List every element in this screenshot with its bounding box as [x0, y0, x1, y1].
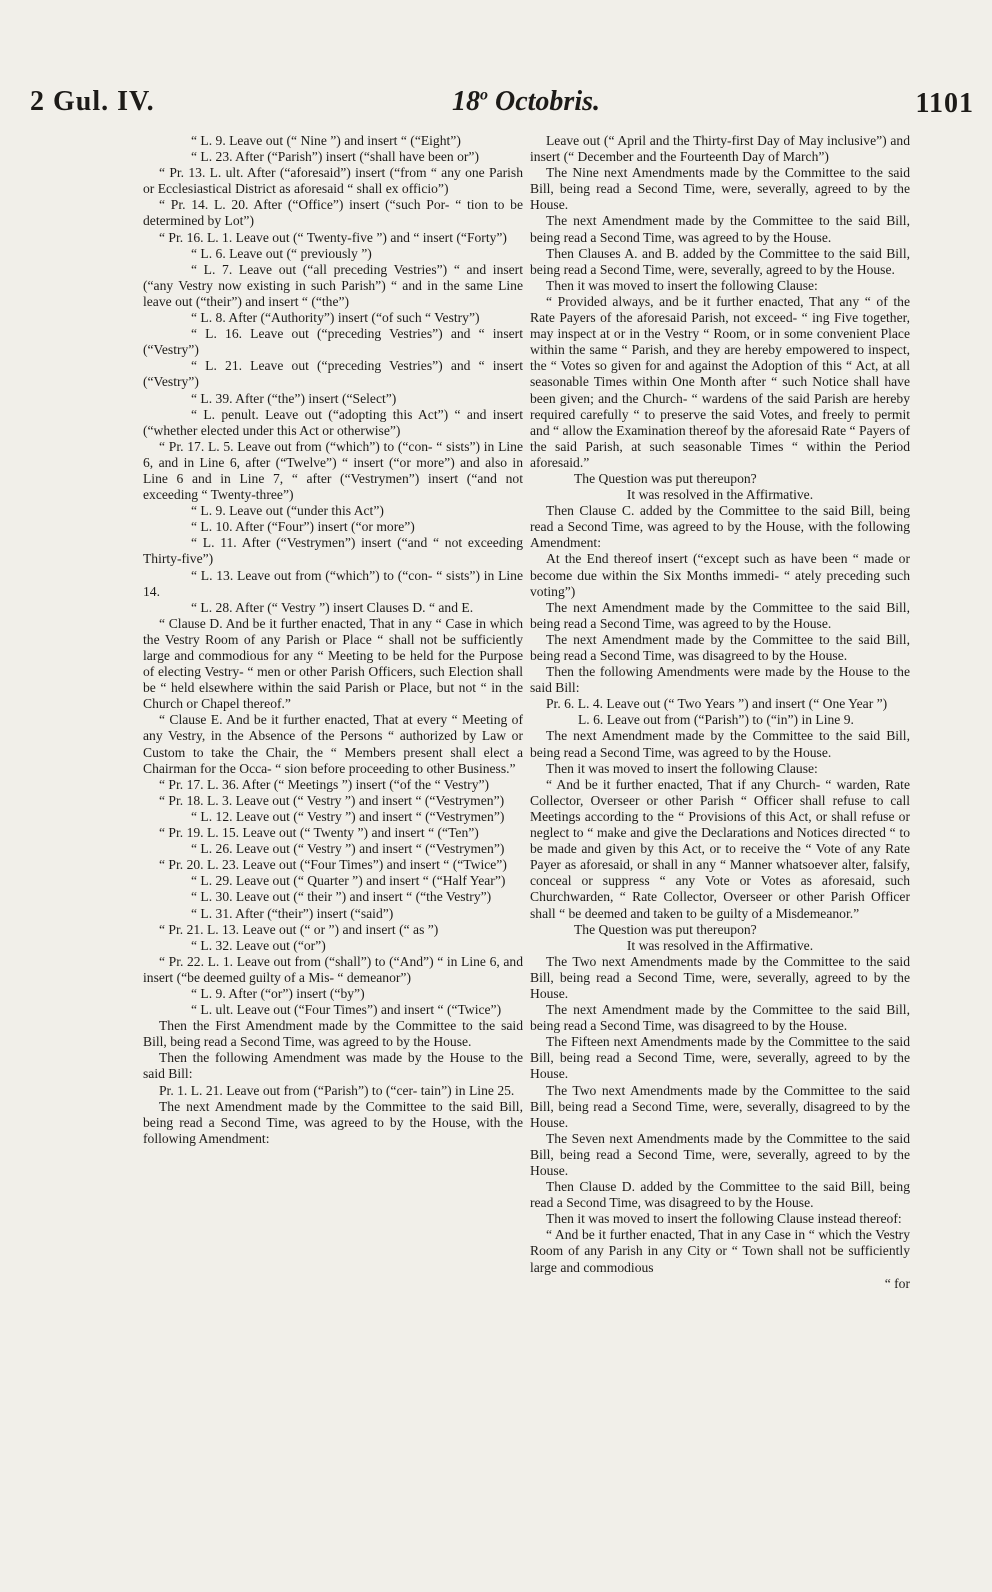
- paragraph: The next Amendment made by the Committee to the said Bill, being read a Second Time, was disagreed to by the House.: [530, 631, 910, 663]
- paragraph: The next Amendment made by the Committee to the said Bill, being read a Second Time, was agreed to by the House.: [530, 599, 910, 631]
- paragraph: “ Pr. 13. L. ult. After (“aforesaid”) insert (“from “ any one Parish or Ecclesiastical District as aforesaid “ shall ex officio”): [143, 165, 523, 197]
- paragraph: “ L. 8. After (“Authority”) insert (“of such “ Vestry”): [191, 310, 480, 326]
- paragraph: Leave out (“ April and the Thirty-first Day of May inclusive”) and insert (“ December and the Fourteenth Day of March”): [530, 133, 910, 165]
- paragraph: L. 6. Leave out from (“Parish”) to (“in”) in Line 9.: [578, 712, 854, 728]
- paragraph: “ L. 9. After (“or”) insert (“by”): [191, 985, 365, 1001]
- paragraph: “ L. 9. Leave out (“ Nine ”) and insert “ (“Eight”): [191, 133, 461, 148]
- paragraph: Then Clause C. added by the Committee to the said Bill, being read a Second Time, was agreed to by the House, with the following Amendment:: [530, 503, 910, 551]
- paragraph: “ for: [884, 1275, 910, 1291]
- paragraph: “ L. 7. Leave out (“all preceding Vestries”) “ and insert (“any Vestry now existing in such Parish”) “ and in the same Line leave out (“their”) and insert “ (“the”): [143, 261, 523, 309]
- paragraph: Then Clauses A. and B. added by the Committee to the said Bill, being read a Second Time, were, severally, agreed to by the House.: [530, 245, 910, 277]
- paragraph: The next Amendment made by the Committee to the said Bill, being read a Second Time, was agreed to by the House, with the following Amendment:: [143, 1098, 523, 1146]
- paragraph: Then the First Amendment made by the Committee to the said Bill, being read a Second Time, was agreed to by the House.: [143, 1018, 523, 1050]
- paragraph: “ Pr. 20. L. 23. Leave out (“Four Times”) and insert “ (“Twice”): [159, 857, 507, 873]
- paragraph: “ Pr. 21. L. 13. Leave out (“ or ”) and insert (“ as ”): [159, 921, 439, 937]
- paragraph: “ L. 31. After (“their”) insert (“said”): [191, 905, 394, 921]
- paragraph: The next Amendment made by the Committee to the said Bill, being read a Second Time, was agreed to by the House.: [530, 728, 910, 760]
- paragraph: Then the following Amendment was made by the House to the said Bill:: [143, 1050, 523, 1082]
- paragraph: “ Clause D. And be it further enacted, That in any “ Case in which the Vestry Room of any Parish or Place “ shall not be sufficiently large and commodious for any “ Meeting to be held for the Purpose of electing Vestry- “ men or other Parish Officers, such Election shall be “ held elsewhere within the said Parish or Place, but not “ in the Church or Chapel thereof.”: [143, 615, 523, 712]
- paragraph: “ Pr. 22. L. 1. Leave out from (“shall”) to (“And”) “ in Line 6, and insert (“be deemed guilty of a Mis- “ demeanor”): [143, 953, 523, 985]
- paragraph: “ L. 26. Leave out (“ Vestry ”) and insert “ (“Vestrymen”): [191, 841, 505, 857]
- right-text-column: [530, 133, 910, 1292]
- page-header: [0, 86, 992, 126]
- paragraph: “ Pr. 17. L. 5. Leave out from (“which”) to (“con- “ sists”) in Line 6, and in Line 6, after (“Twelve”) “ insert (“or more”) and also in Line 6 and in Line 7, “ after (“Vestrymen”) insert (“and not exceeding “ Twenty-three”): [143, 438, 523, 503]
- paragraph: “ L. 32. Leave out (“or”): [191, 937, 326, 953]
- paragraph: The Question was put thereupon?: [574, 921, 757, 937]
- paragraph: Pr. 1. L. 21. Leave out from (“Parish”) to (“cer- tain”) in Line 25.: [159, 1082, 515, 1098]
- paragraph: “ L. 16. Leave out (“preceding Vestries”) and “ insert (“Vestry”): [143, 326, 523, 358]
- paragraph: The Two next Amendments made by the Committee to the said Bill, being read a Second Time, were, severally, agreed to by the House.: [530, 953, 910, 1001]
- paragraph: “ Pr. 14. L. 20. After (“Office”) insert (“such Por- “ tion to be determined by Lot”): [143, 197, 523, 229]
- running-head-regnal-year: 2 Gul. IV.: [30, 86, 155, 117]
- paragraph: “ L. 9. Leave out (“under this Act”): [191, 503, 384, 519]
- paragraph: “ L. 12. Leave out (“ Vestry ”) and insert “ (“Vestrymen”): [191, 808, 505, 824]
- paragraph: “ L. 28. After (“ Vestry ”) insert Clauses D. “ and E.: [191, 599, 474, 615]
- date-ordinal: o: [480, 86, 488, 104]
- date-month: Octobris.: [488, 86, 600, 117]
- paragraph: “ L. 39. After (“the”) insert (“Select”): [191, 390, 397, 406]
- paragraph: The Question was put thereupon?: [574, 470, 757, 486]
- running-head-date: [452, 86, 600, 118]
- paragraph: Then Clause D. added by the Committee to the said Bill, being read a Second Time, was disagreed to by the House.: [530, 1179, 910, 1211]
- paragraph: “ L. penult. Leave out (“adopting this Act”) “ and insert (“whether elected under this Act or otherwise”): [143, 406, 523, 438]
- paragraph: Then the following Amendments were made by the House to the said Bill:: [530, 664, 910, 696]
- paragraph: It was resolved in the Affirmative.: [626, 937, 814, 953]
- paragraph: The Fifteen next Amendments made by the Committee to the said Bill, being read a Second Time, were, severally, agreed to by the House.: [530, 1034, 910, 1082]
- paragraph: “ L. 6. Leave out (“ previously ”): [191, 245, 372, 261]
- paragraph: The next Amendment made by the Committee to the said Bill, being read a Second Time, was disagreed to by the House.: [530, 1002, 910, 1034]
- paragraph: Then it was moved to insert the following Clause:: [546, 277, 818, 293]
- paragraph: “ L. 21. Leave out (“preceding Vestries”) and “ insert (“Vestry”): [143, 358, 523, 390]
- paragraph: Then it was moved to insert the following Clause:: [546, 760, 818, 776]
- date-day: 18: [452, 86, 480, 117]
- paragraph: Then it was moved to insert the following Clause instead thereof:: [546, 1211, 902, 1227]
- paragraph: The next Amendment made by the Committee to the said Bill, being read a Second Time, was agreed to by the House.: [530, 213, 910, 245]
- paragraph: “ Pr. 18. L. 3. Leave out (“ Vestry ”) and insert “ (“Vestrymen”): [159, 792, 505, 808]
- paragraph: “ And be it further enacted, That in any Case in “ which the Vestry Room of any Parish in any City or “ Town shall not be sufficiently large and commodious: [530, 1227, 910, 1275]
- paragraph: “ Pr. 16. L. 1. Leave out (“ Twenty-five ”) and “ insert (“Forty”): [159, 229, 507, 245]
- paragraph: “ Clause E. And be it further enacted, That at every “ Meeting of any Vestry, in the Absence of the Persons “ authorized by Law or Custom to take the Chair, the “ Members present shall elect a Chairman for the Occa- “ sion before proceeding to other Business.”: [143, 712, 523, 776]
- paragraph: “ L. 13. Leave out from (“which”) to (“con- “ sists”) in Line 14.: [143, 567, 523, 599]
- paragraph: “ L. 29. Leave out (“ Quarter ”) and insert “ (“Half Year”): [191, 873, 506, 889]
- page-number: 1101: [915, 88, 974, 119]
- paragraph: “ L. 30. Leave out (“ their ”) and insert “ (“the Vestry”): [191, 889, 492, 905]
- paragraph: The Two next Amendments made by the Committee to the said Bill, being read a Second Time, were, severally, disagreed to by the House.: [530, 1082, 910, 1130]
- paragraph: It was resolved in the Affirmative.: [626, 487, 814, 503]
- paragraph: Pr. 6. L. 4. Leave out (“ Two Years ”) and insert (“ One Year ”): [546, 696, 888, 712]
- paragraph: “ L. 23. After (“Parish”) insert (“shall have been or”): [191, 149, 479, 165]
- paragraph: “ Pr. 17. L. 36. After (“ Meetings ”) insert (“of the “ Vestry”): [159, 776, 490, 792]
- paragraph: “ Pr. 19. L. 15. Leave out (“ Twenty ”) and insert “ (“Ten”): [159, 825, 479, 841]
- paragraph: At the End thereof insert (“except such as have been “ made or become due within the Six Months immedi- “ ately preceding such voting”): [530, 551, 910, 599]
- paragraph: “ Provided always, and be it further enacted, That any “ of the Rate Payers of the aforesaid Parish, not exceed- “ ing Five together, may inspect at or in the Vestry “ Room, or in some convenient Place within the same “ Parish, and they are hereby empowered to inspect, the “ Votes so given for and against the Adoption of this “ Act, at all seasonable Times within One Month after “ such Notice shall have been given; and the Church- “ wardens of the said Parish are hereby required carefully “ to preserve the said Votes, and freely to permit and “ allow the Examination thereof by the aforesaid Rate “ Payers of the said Parish, at such seasonable Times “ within the Period aforesaid.”: [530, 293, 910, 470]
- paragraph: “ L. 11. After (“Vestrymen”) insert (“and “ not exceeding Thirty-five”): [143, 535, 523, 567]
- paragraph: The Nine next Amendments made by the Committee to the said Bill, being read a Second Time, were, severally, agreed to by the House.: [530, 165, 910, 213]
- paragraph: “ L. ult. Leave out (“Four Times”) and insert “ (“Twice”): [191, 1002, 502, 1018]
- paragraph: “ And be it further enacted, That if any Church- “ warden, Rate Collector, Overseer or other Parish “ Officer shall refuse to call Meetings according to the “ Provisions of this Act, or shall refuse or neglect to “ make and give the Declarations and Notices directed “ to be made and given by this Act, or to receive the “ Vote of any Rate Payer as aforesaid, or shall in any “ Manner whatsoever alter, falsify, conceal or suppress “ any Vote or Votes as aforesaid, such Churchwarden, “ Rate Collector, Overseer or other Parish Officer shall “ be deemed and taken to be guilty of a Misdemeanor.”: [530, 776, 910, 921]
- left-text-column: [143, 133, 523, 1147]
- paragraph: The Seven next Amendments made by the Committee to the said Bill, being read a Second Time, were, severally, agreed to by the House.: [530, 1130, 910, 1178]
- paragraph: “ L. 10. After (“Four”) insert (“or more”): [191, 519, 415, 535]
